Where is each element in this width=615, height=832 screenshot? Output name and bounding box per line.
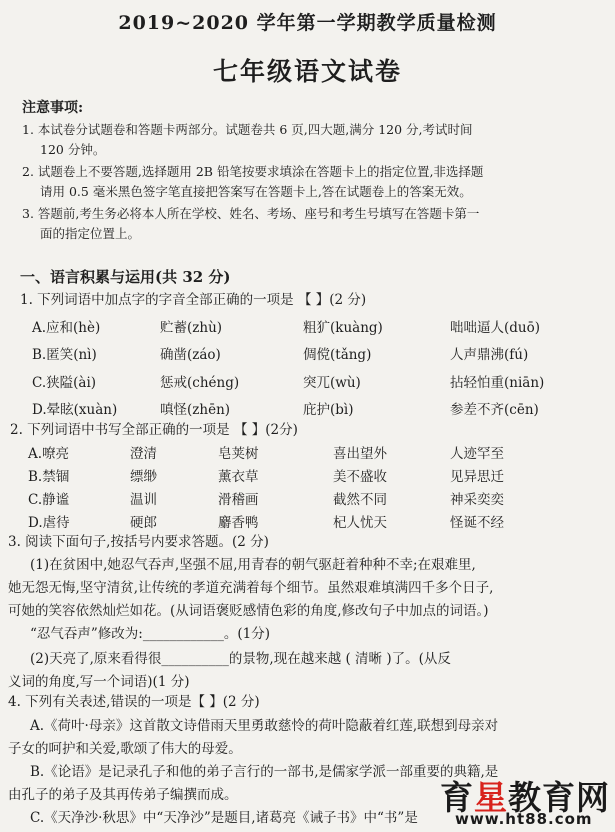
notice-line: 120 分钟。 <box>40 142 106 157</box>
exam-subtitle: 七年级语文试卷 <box>212 57 402 86</box>
notice-line: 3. 答题前,考生务必将本人所在学校、姓名、考场、座号和考生号填写在答题卡第一 <box>22 206 480 221</box>
q1-option: 拈轻怕重(niān) <box>450 375 545 391</box>
q3-paragraph: (2)天亮了,原来看得很__________的景物,现在越来越 ( 清晰 )了。(从反 <box>30 651 451 667</box>
q1-option: 咄咄逼人(duō) <box>450 320 540 336</box>
q1-option: 惩戒(chéng) <box>160 375 240 391</box>
q2-option: 滑稽画 <box>218 492 259 508</box>
q2-option: 薰衣草 <box>218 469 259 485</box>
notice-line: 1. 本试卷分试题卷和答题卡两部分。试题卷共 6 页,四大题,满分 120 分,考试时间 <box>22 122 473 137</box>
q3-paragraph: 可她的笑容依然灿烂如花。(从词语褒贬感情色彩的角度,修改句子中加点的词语。) <box>8 603 489 619</box>
q4-option: 子女的呵护和关爱,歌颂了伟大的母爱。 <box>8 741 242 757</box>
q2-option: 人迹罕至 <box>450 446 504 462</box>
q3-paragraph: 义词的角度,写一个词语)(1 分) <box>8 674 190 690</box>
q2-option: 麝香鸭 <box>218 515 259 531</box>
q2-option: 截然不同 <box>333 492 387 508</box>
q3-paragraph: (1)在贫困中,她忍气吞声,坚强不屈,用青春的朝气驱赶着种种不幸;在艰难里, <box>30 557 476 573</box>
question-1-stem: 1. 下列词语中加点字的字音全部正确的一项是 【 】(2 分) <box>20 292 367 308</box>
q2-option: 杞人忧天 <box>333 515 387 531</box>
q1-option: C.狭隘(ài) <box>32 375 97 391</box>
q1-option: 人声鼎沸(fú) <box>450 347 529 363</box>
q2-option: A.嘹亮 <box>28 446 70 462</box>
q4-option: C.《天净沙·秋思》中“天净沙”是题目,诸葛亮《诫子书》中“书”是 <box>30 810 418 826</box>
q2-option: 见异思迁 <box>450 469 504 485</box>
q2-option: 怪诞不经 <box>450 515 504 531</box>
q1-option: 庇护(bì) <box>303 402 354 418</box>
question-2-stem: 2. 下列词语中书写全部正确的一项是 【 】(2分) <box>10 422 298 438</box>
q2-option: 美不盛收 <box>333 469 387 485</box>
q3-paragraph: 她无怨无悔,坚守清贫,让传统的孝道充满着每个细节。虽然艰难填满四千多个日子, <box>8 580 494 596</box>
q3-fill-line: “忍气吞声”修改为:____________。(1分) <box>30 626 270 642</box>
section-heading: 一、语言积累与运用(共 32 分) <box>20 268 231 286</box>
notice-line: 2. 试题卷上不要答题,选择题用 2B 铅笔按要求填涂在答题卡上的指定位置,非选择题 <box>22 164 484 179</box>
q1-option: 参差不齐(cēn) <box>450 402 539 418</box>
q2-option: 澄清 <box>130 446 157 462</box>
q1-option: B.匿笑(nì) <box>32 347 97 363</box>
q1-option: 嗔怪(zhēn) <box>160 402 231 418</box>
question-4-stem: 4. 下列有关表述,错误的一项是【 】(2 分) <box>8 694 260 710</box>
q4-option: 由孔子的弟子及其再传弟子编撰而成。 <box>8 787 238 803</box>
q1-option: 确凿(záo) <box>160 347 221 363</box>
watermark-url: www.ht88.com <box>455 810 593 828</box>
q1-option: 倜傥(tǎng) <box>303 347 372 363</box>
q2-option: C.静谧 <box>28 492 70 508</box>
q2-option: 神采奕奕 <box>450 492 504 508</box>
q2-option: 喜出望外 <box>333 446 387 462</box>
q2-option: 缥缈 <box>130 469 157 485</box>
q1-option: 突兀(wù) <box>303 375 361 391</box>
notice-heading: 注意事项: <box>22 100 84 116</box>
q4-option: A.《荷叶·母亲》这首散文诗借雨天里勇敢慈怜的荷叶隐蔽着红莲,联想到母亲对 <box>30 718 499 734</box>
q1-option: A.应和(hè) <box>32 320 101 336</box>
q4-option: B.《论语》是记录孔子和他的弟子言行的一部书,是儒家学派一部重要的典籍,是 <box>30 764 499 780</box>
q1-option: D.晕眩(xuàn) <box>32 402 118 418</box>
exam-title: 2019~2020 学年第一学期教学质量检测 <box>118 12 497 34</box>
q1-option: 贮蓄(zhù) <box>160 320 223 336</box>
notice-line: 请用 0.5 毫米黑色签字笔直接把答案写在答题卡上,答在试题卷上的答案无效。 <box>40 184 472 199</box>
q2-option: 硬郎 <box>130 515 157 531</box>
question-3-stem: 3. 阅读下面句子,按括号内要求答题。(2 分) <box>8 534 269 550</box>
q2-option: 温训 <box>130 492 157 508</box>
q2-option: 皂荚树 <box>218 446 259 462</box>
q1-option: 粗犷(kuàng) <box>303 320 383 336</box>
notice-line: 面的指定位置上。 <box>40 226 141 241</box>
q2-option: D.虐待 <box>28 515 70 531</box>
watermark-logo: 育星教育网 <box>440 778 610 817</box>
q2-option: B.禁锢 <box>28 469 70 485</box>
